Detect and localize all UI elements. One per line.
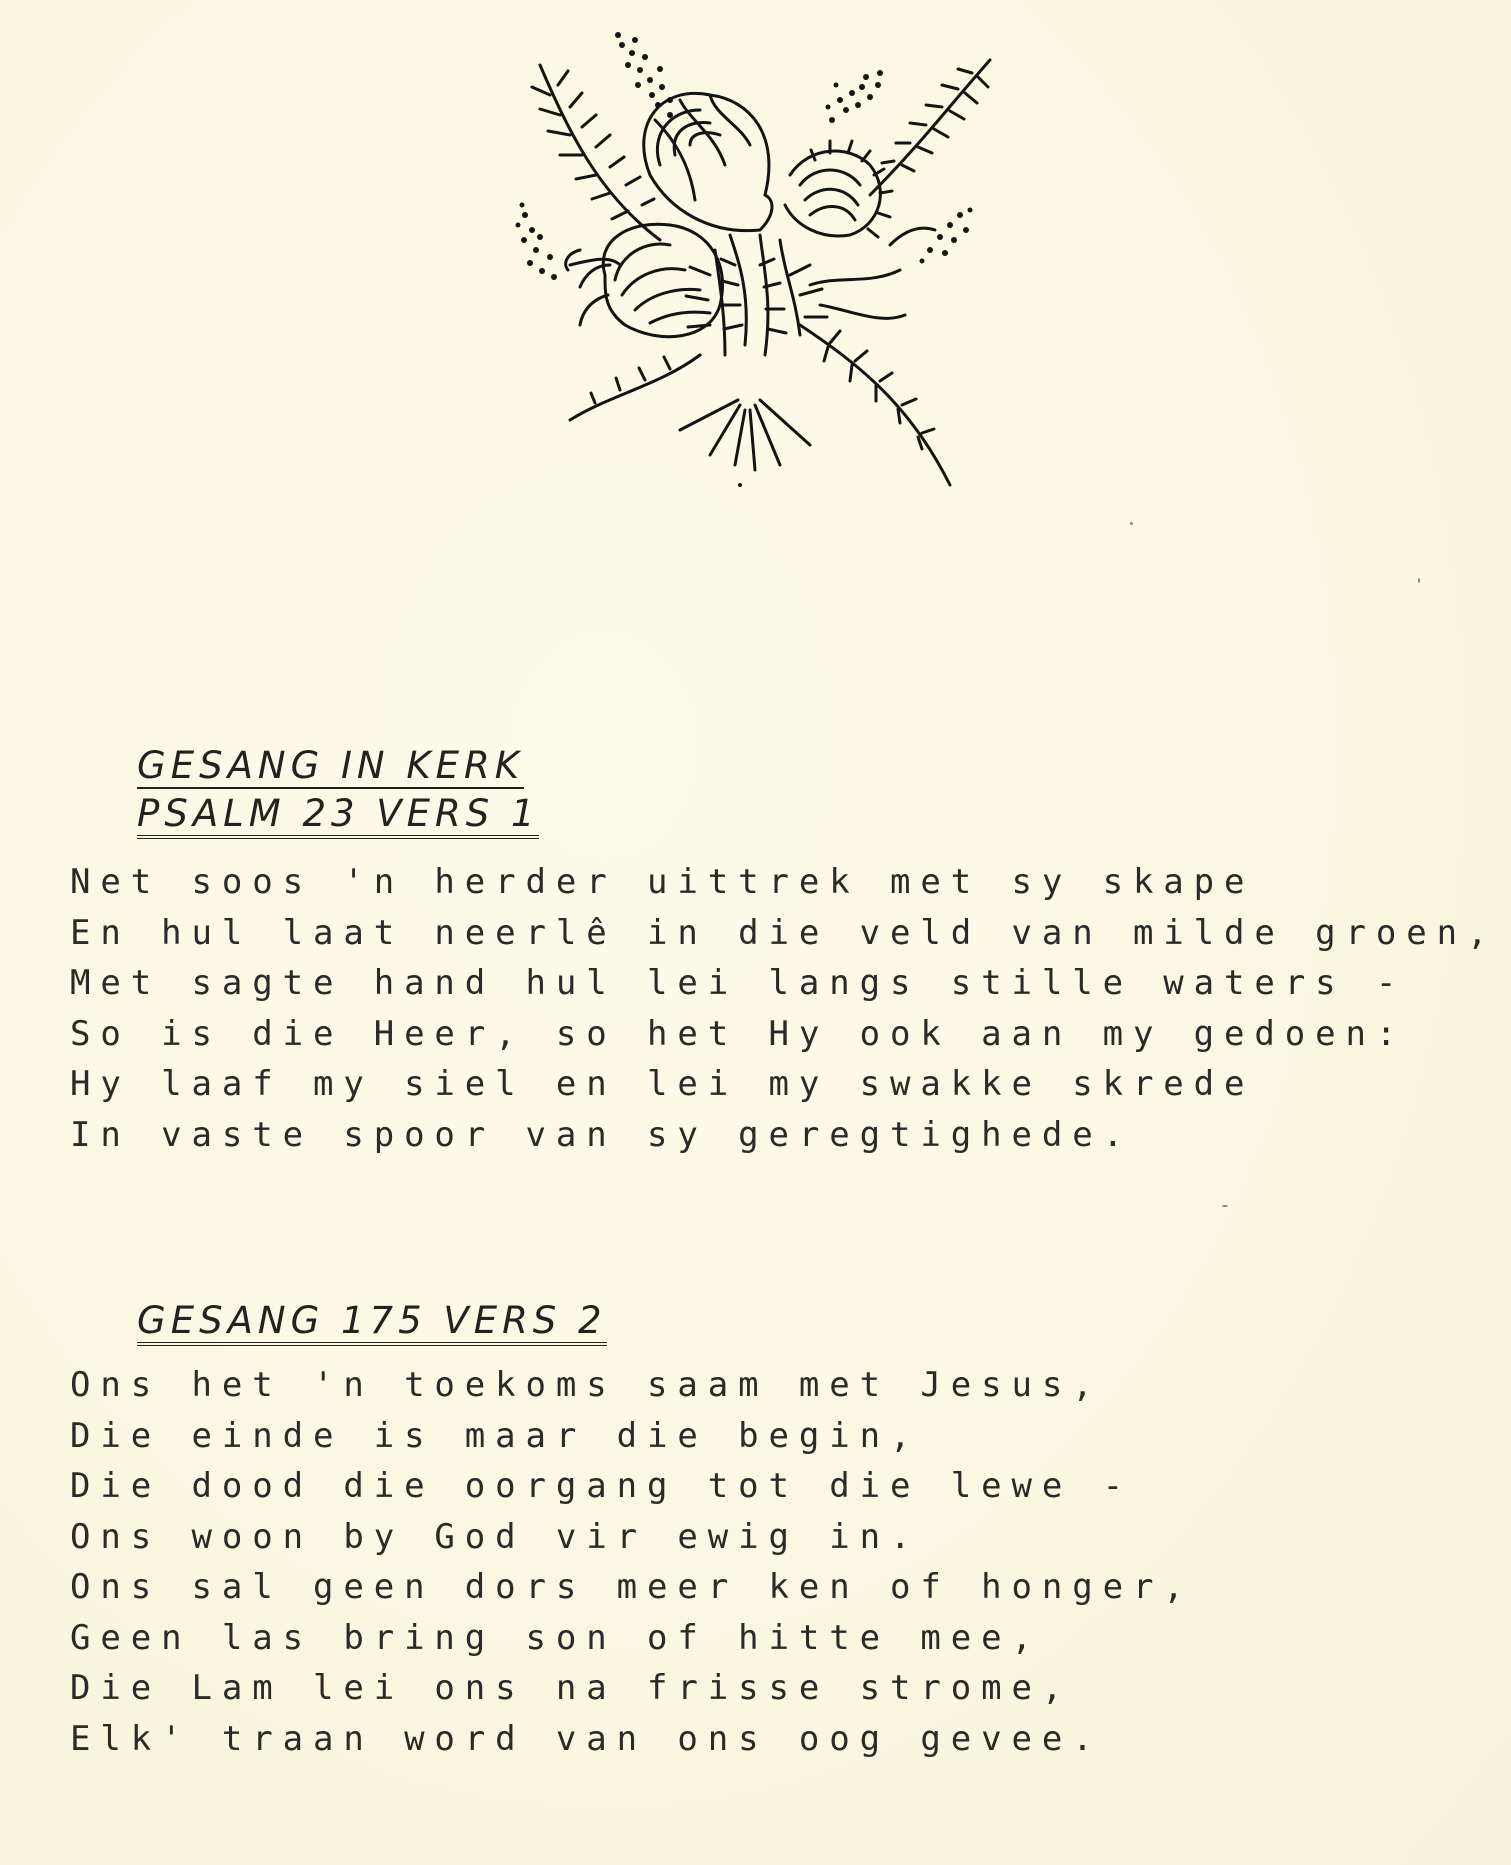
psalm-verse — [70, 857, 1497, 1160]
verse-line: Ons het 'n toekoms saam met Jesus, — [70, 1365, 1103, 1405]
verse-line: Hy laaf my siel en lei my swakke skrede — [70, 1064, 1255, 1104]
verse-line: In vaste spoor van sy geregtighede. — [70, 1114, 1133, 1155]
verse-line: Die Lam lei ons na frisse strome, — [70, 1668, 1073, 1708]
verse-line: Die dood die oorgang tot die lewe - — [70, 1466, 1133, 1506]
verse-line: En hul laat neerlê in die veld van milde groen, — [70, 912, 1498, 953]
verse-line: Die einde is maar die begin, — [70, 1415, 921, 1456]
verse-line: Elk' traan word van ons oog gevee. — [70, 1718, 1103, 1759]
verse-line: Met sagte hand hul lei langs stille waters - — [70, 963, 1407, 1003]
verse-line: Ons sal geen dors meer ken of honger, — [70, 1567, 1194, 1607]
verse-line: Net soos 'n herder uittrek met sy skape — [70, 862, 1255, 902]
verse-line: Geen las bring son of hitte mee, — [70, 1617, 1042, 1658]
protea-bouquet-icon — [510, 25, 1000, 500]
paper-speck — [1130, 522, 1133, 525]
heading-gesang-175-vers-2: GESANG 175 VERS 2 — [137, 1302, 607, 1346]
heading-gesang-in-kerk: GESANG IN KERK — [137, 744, 524, 787]
heading-psalm-23-vers-1: PSALM 23 VERS 1 — [137, 795, 539, 839]
verse-line: Ons woon by God vir ewig in. — [70, 1516, 921, 1557]
paper-speck — [1418, 578, 1420, 583]
gesang-verse — [70, 1360, 1194, 1764]
verse-line: So is die Heer, so het Hy ook aan my gedoen: — [70, 1013, 1407, 1054]
paper-speck — [1222, 1205, 1228, 1207]
